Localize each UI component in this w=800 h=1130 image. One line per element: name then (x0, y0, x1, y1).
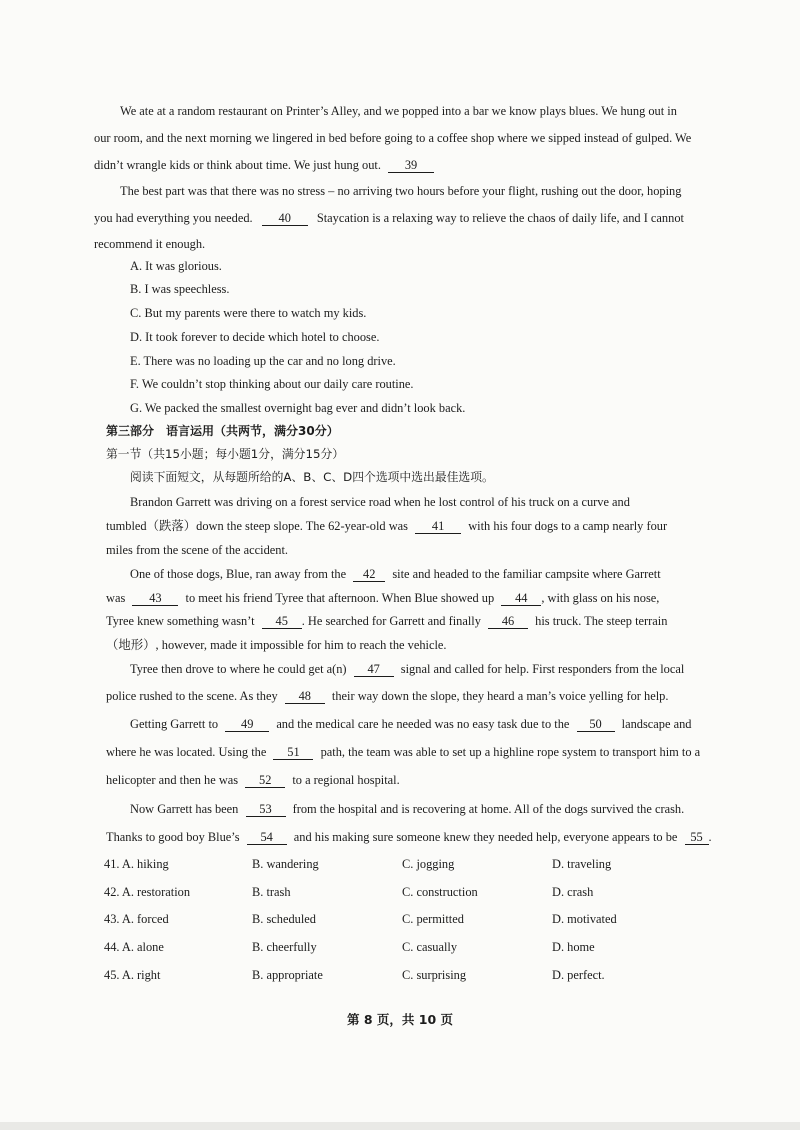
question-option-b: B. wandering (252, 857, 319, 871)
cloze-line (106, 688, 668, 704)
question-option-a: 45. A. right (104, 968, 161, 982)
cloze-text: their way down the slope, they heard a man’s voice yelling for help. (331, 689, 669, 703)
cloze-text: site and headed to the familiar campsite where Garrett (392, 567, 661, 581)
cloze-text: path, the team was able to set up a highline rope system to transport him to a (320, 745, 701, 759)
passage-line (94, 157, 434, 173)
blank-52: 52 (245, 773, 285, 788)
passage-line (94, 210, 684, 226)
passage-line: recommend it enough. (94, 237, 206, 251)
passage-line: We ate at a random restaurant on Printer’s Alley, and we popped into a bar we know plays blues. We hung out in (120, 104, 677, 118)
option-f: F. We couldn’t stop thinking about our daily care routine. (130, 377, 414, 391)
cloze-text: police rushed to the scene. As they (106, 689, 278, 703)
passage-line: our room, and the next morning we lingered in bed before going to a coffee shop where we sipped instead of gulped. We (94, 131, 692, 145)
blank-49: 49 (225, 717, 269, 732)
sub-heading: 第一节（共15小题；每小题1分，满分15分） (106, 447, 345, 461)
blank-45: 45 (262, 614, 302, 629)
cloze-text: to meet his friend Tyree that afternoon. When Blue showed up (185, 591, 495, 605)
passage-text: you had everything you needed. (94, 211, 253, 225)
cloze-text: Getting Garrett to (130, 717, 219, 731)
cloze-text: his truck. The steep terrain (535, 614, 668, 628)
cloze-text: . (708, 830, 712, 844)
question-option-d: D. motivated (552, 912, 617, 926)
option-c: C. But my parents were there to watch my kids. (130, 306, 367, 320)
passage-line: The best part was that there was no stress – no arriving two hours before your flight, rushing out the door, hoping (120, 184, 682, 198)
cloze-text: , with glass on his nose, (541, 591, 660, 605)
cloze-text: One of those dogs, Blue, ran away from the (130, 567, 347, 581)
question-option-d: D. home (552, 940, 595, 954)
cloze-line (106, 518, 667, 534)
passage-text: Staycation is a relaxing way to relieve the chaos of daily life, and I cannot (316, 211, 684, 225)
question-option-a: 43. A. forced (104, 912, 169, 926)
question-option-a: 44. A. alone (104, 940, 164, 954)
blank-40: 40 (262, 211, 308, 226)
option-a: A. It was glorious. (130, 259, 222, 273)
question-option-b: B. trash (252, 885, 291, 899)
section-heading: 第三部分 语言运用（共两节，满分30分） (106, 424, 339, 438)
cloze-text: Now Garrett has been (130, 802, 239, 816)
cloze-text: signal and called for help. First responders from the local (400, 662, 685, 676)
cloze-text: Tyree then drove to where he could get a(n) (130, 662, 347, 676)
option-g: G. We packed the smallest overnight bag ever and didn’t look back. (130, 401, 466, 415)
blank-42: 42 (353, 567, 385, 582)
blank-51: 51 (273, 745, 313, 760)
cloze-text: and his making sure someone knew they needed help, everyone appears to be (293, 830, 678, 844)
cloze-text: where he was located. Using the (106, 745, 267, 759)
blank-47: 47 (354, 662, 394, 677)
cloze-text: Tyree knew something wasn’t (106, 614, 255, 628)
question-option-c: C. construction (402, 885, 478, 899)
cloze-line: Brandon Garrett was driving on a forest service road when he lost control of his truck on a curve and (130, 495, 630, 509)
scan-edge (0, 1122, 800, 1130)
blank-41: 41 (415, 519, 461, 534)
passage-text: didn’t wrangle kids or think about time. We just hung out. (94, 158, 381, 172)
question-option-c: C. permitted (402, 912, 464, 926)
cloze-line (106, 590, 659, 606)
question-option-b: B. cheerfully (252, 940, 317, 954)
blank-46: 46 (488, 614, 528, 629)
cloze-text: with his four dogs to a camp nearly four (468, 519, 668, 533)
cloze-text: helicopter and then he was (106, 773, 239, 787)
question-option-d: D. traveling (552, 857, 612, 871)
option-d: D. It took forever to decide which hotel to choose. (130, 330, 380, 344)
cloze-line (130, 566, 661, 582)
question-option-d: D. perfect. (552, 968, 605, 982)
option-e: E. There was no loading up the car and no long drive. (130, 354, 396, 368)
cloze-line (130, 801, 684, 817)
question-option-c: C. jogging (402, 857, 455, 871)
option-b: B. I was speechless. (130, 282, 230, 296)
question-option-c: C. casually (402, 940, 458, 954)
blank-50: 50 (577, 717, 615, 732)
cloze-line: miles from the scene of the accident. (106, 543, 288, 557)
blank-39: 39 (388, 158, 434, 173)
instruction: 阅读下面短文，从每题所给的A、B、C、D四个选项中选出最佳选项。 (130, 470, 494, 484)
blank-54: 54 (247, 830, 287, 845)
cloze-text: to a regional hospital. (292, 773, 400, 787)
cloze-line (130, 716, 692, 732)
cloze-line (106, 829, 712, 845)
cloze-line (106, 613, 667, 629)
question-option-a: 42. A. restoration (104, 885, 191, 899)
cloze-text: . He searched for Garrett and finally (301, 614, 481, 628)
blank-44: 44 (501, 591, 541, 606)
cloze-text: from the hospital and is recovering at home. All of the dogs survived the crash. (292, 802, 685, 816)
cloze-text: landscape and (621, 717, 692, 731)
question-option-d: D. crash (552, 885, 594, 899)
cloze-line (106, 744, 700, 760)
blank-43: 43 (132, 591, 178, 606)
cloze-text: Thanks to good boy Blue’s (106, 830, 240, 844)
blank-53: 53 (246, 802, 286, 817)
cloze-text: was (106, 591, 126, 605)
cloze-text: and the medical care he needed was no easy task due to the (276, 717, 570, 731)
cloze-text: tumbled（跌落）down the steep slope. The 62-year-old was (106, 519, 408, 533)
cloze-line (130, 661, 684, 677)
question-option-a: 41. A. hiking (104, 857, 169, 871)
question-option-b: B. appropriate (252, 968, 323, 982)
question-option-c: C. surprising (402, 968, 467, 982)
cloze-line (106, 772, 400, 788)
question-option-b: B. scheduled (252, 912, 317, 926)
blank-48: 48 (285, 689, 325, 704)
cloze-line: （地形）, however, made it impossible for him to reach the vehicle. (106, 638, 447, 652)
blank-55: 55 (685, 830, 709, 845)
page-number: 第 8 页，共 10 页 (347, 1012, 453, 1027)
